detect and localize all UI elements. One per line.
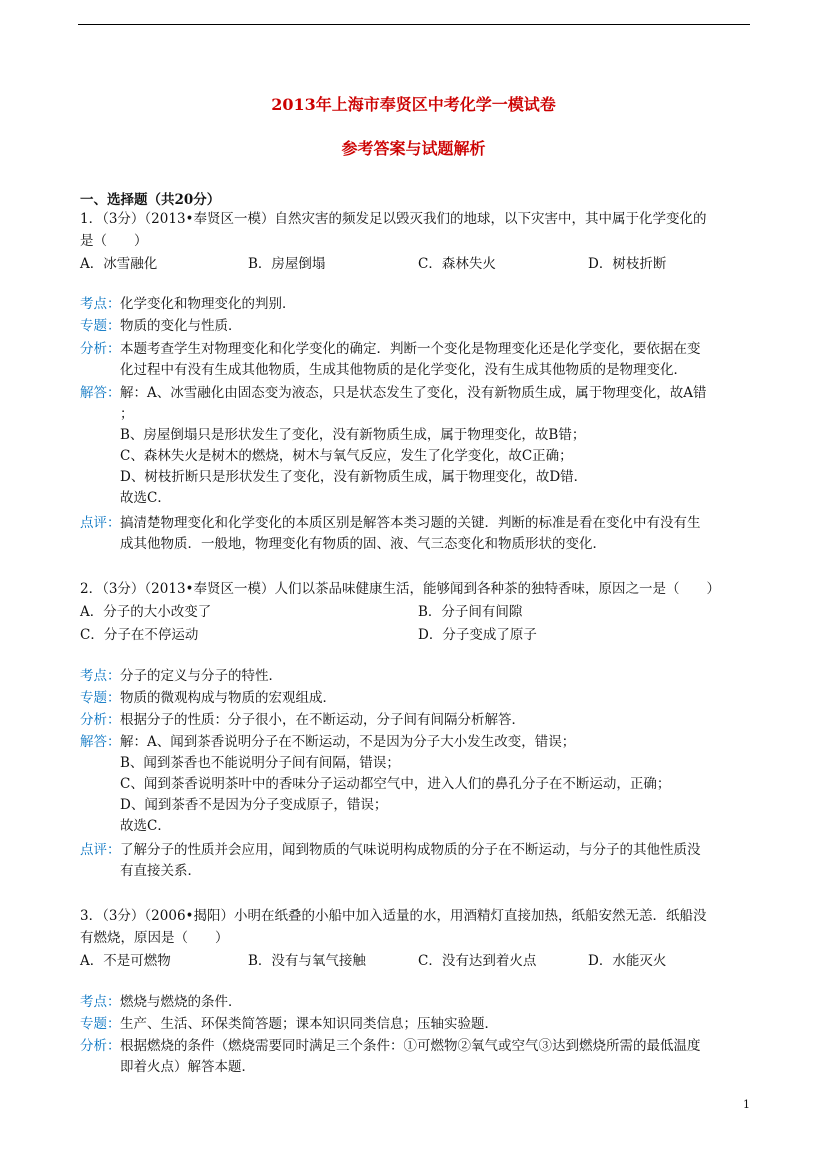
jd-line: B、房屋倒塌只是形状发生了变化，没有新物质生成，属于物理变化，故B错； bbox=[120, 427, 586, 443]
option-b: B．房屋倒塌 bbox=[248, 256, 326, 272]
option-c: C．没有达到着火点 bbox=[418, 953, 537, 969]
jd-line: B、闻到茶香也不能说明分子间有间隔，错误； bbox=[120, 755, 400, 771]
zt-text: 物质的微观构成与物质的宏观组成． bbox=[120, 690, 336, 706]
fx-line: 本题考查学生对物理变化和化学变化的确定．判断一个变化是物理变化还是化学变化，要依据在变 bbox=[120, 341, 701, 357]
jd-line: 故选C． bbox=[120, 490, 171, 506]
dp-line: 有直接关系． bbox=[120, 863, 201, 879]
option-a: A．分子的大小改变了 bbox=[80, 604, 212, 620]
fx-line: 化过程中有没有生成其他物质，生成其他物质的是化学变化，没有生成其他物质的是物理变化． bbox=[120, 362, 687, 378]
fx-line: 根据分子的性质：分子很小，在不断运动，分子间有间隔分析解答． bbox=[120, 712, 525, 728]
option-b: B．没有与氧气接触 bbox=[248, 953, 366, 969]
jd-line: C、森林失火是树木的燃烧，树木与氧气反应，发生了化学变化，故C正确； bbox=[120, 448, 573, 464]
zt-text: 物质的变化与性质． bbox=[120, 318, 242, 334]
stem-line: 3．（3分）（2006•揭阳）小明在纸叠的小船中加入适量的水，用酒精灯直接加热，纸船安然无恙．纸船没 bbox=[80, 908, 707, 924]
label-jd: 解答： bbox=[80, 385, 121, 401]
option-d: D．树枝折断 bbox=[588, 256, 667, 272]
option-d: D．水能灭火 bbox=[588, 953, 667, 969]
page-subtitle: 参考答案与试题解析 bbox=[341, 139, 486, 158]
question-3-options bbox=[80, 949, 760, 971]
question-1-options bbox=[80, 252, 760, 274]
fx-line: 根据燃烧的条件（燃烧需要同时满足三个条件：①可燃物②氧气或空气③达到燃烧所需的最低温度 bbox=[120, 1038, 701, 1054]
option-c: C．森林失火 bbox=[418, 256, 496, 272]
stem-line: 是（ ） bbox=[80, 233, 148, 249]
question-2-options-row1 bbox=[80, 600, 760, 622]
label-dp: 点评： bbox=[80, 842, 121, 858]
label-dp: 点评： bbox=[80, 515, 121, 531]
label-kd: 考点： bbox=[80, 296, 121, 312]
jd-line: C、闻到茶香说明茶叶中的香味分子运动都空气中，进入人们的鼻孔分子在不断运动，正确； bbox=[120, 776, 671, 792]
section-heading: 一、选择题（共20分） bbox=[80, 192, 221, 208]
jd-line: ； bbox=[120, 406, 134, 422]
kd-text: 分子的定义与分子的特性． bbox=[120, 668, 282, 684]
label-fx: 分析： bbox=[80, 341, 121, 357]
label-zt: 专题： bbox=[80, 690, 121, 706]
label-fx: 分析： bbox=[80, 1038, 121, 1054]
jd-line: D、树枝折断只是形状发生了变化，没有新物质生成，属于物理变化，故D错． bbox=[120, 469, 588, 485]
jd-line: 解：A、冰雪融化由固态变为液态，只是状态发生了变化，没有新物质生成，属于物理变化，故A错 bbox=[120, 385, 707, 401]
jd-line: D、闻到茶香不是因为分子变成原子，错误； bbox=[120, 797, 388, 813]
dp-line: 搞清楚物理变化和化学变化的本质区别是解答本类习题的关键．判断的标准是看在变化中有没有生 bbox=[120, 515, 701, 531]
label-zt: 专题： bbox=[80, 1016, 121, 1032]
jd-line: 故选C． bbox=[120, 818, 171, 834]
dp-line: 成其他物质．一般地，物理变化有物质的固、液、气三态变化和物质形状的变化． bbox=[120, 536, 606, 552]
label-kd: 考点： bbox=[80, 994, 121, 1010]
question-2-options-row2 bbox=[80, 623, 760, 645]
zt-text: 生产、生活、环保类简答题；课本知识同类信息；压轴实验题． bbox=[120, 1016, 498, 1032]
option-c: C．分子在不停运动 bbox=[80, 627, 199, 643]
jd-line: 解：A、闻到茶香说明分子在不断运动，不是因为分子大小发生改变，错误； bbox=[120, 734, 576, 750]
fx-line: 即着火点）解答本题． bbox=[120, 1059, 255, 1075]
label-jd: 解答： bbox=[80, 734, 121, 750]
stem-line: 2．（3分）（2013•奉贤区一模）人们以茶品味健康生活，能够闻到各种茶的独特香味，原因之一是（ ） bbox=[80, 581, 720, 597]
option-b: B．分子间有间隙 bbox=[418, 604, 523, 620]
option-d: D．分子变成了原子 bbox=[418, 627, 537, 643]
page-number: 1 bbox=[743, 1098, 750, 1111]
label-kd: 考点： bbox=[80, 668, 121, 684]
question-1-stem bbox=[80, 208, 760, 252]
kd-text: 化学变化和物理变化的判别． bbox=[120, 296, 296, 312]
label-zt: 专题： bbox=[80, 318, 121, 334]
header-rule bbox=[78, 24, 750, 25]
option-a: A．不是可燃物 bbox=[80, 953, 171, 969]
stem-line: 1．（3分）（2013•奉贤区一模）自然灾害的频发足以毁灭我们的地球，以下灾害中，其中属于化学变化的 bbox=[80, 211, 707, 227]
label-fx: 分析： bbox=[80, 712, 121, 728]
page-title: 2013年上海市奉贤区中考化学一模试卷 bbox=[271, 95, 556, 114]
question-3-stem bbox=[80, 905, 760, 949]
question-2-stem bbox=[80, 578, 760, 600]
option-a: A．冰雪融化 bbox=[80, 256, 158, 272]
dp-line: 了解分子的性质并会应用，闻到物质的气味说明构成物质的分子在不断运动，与分子的其他性质没 bbox=[120, 842, 701, 858]
kd-text: 燃烧与燃烧的条件． bbox=[120, 994, 242, 1010]
stem-line: 有燃烧，原因是（ ） bbox=[80, 930, 229, 946]
